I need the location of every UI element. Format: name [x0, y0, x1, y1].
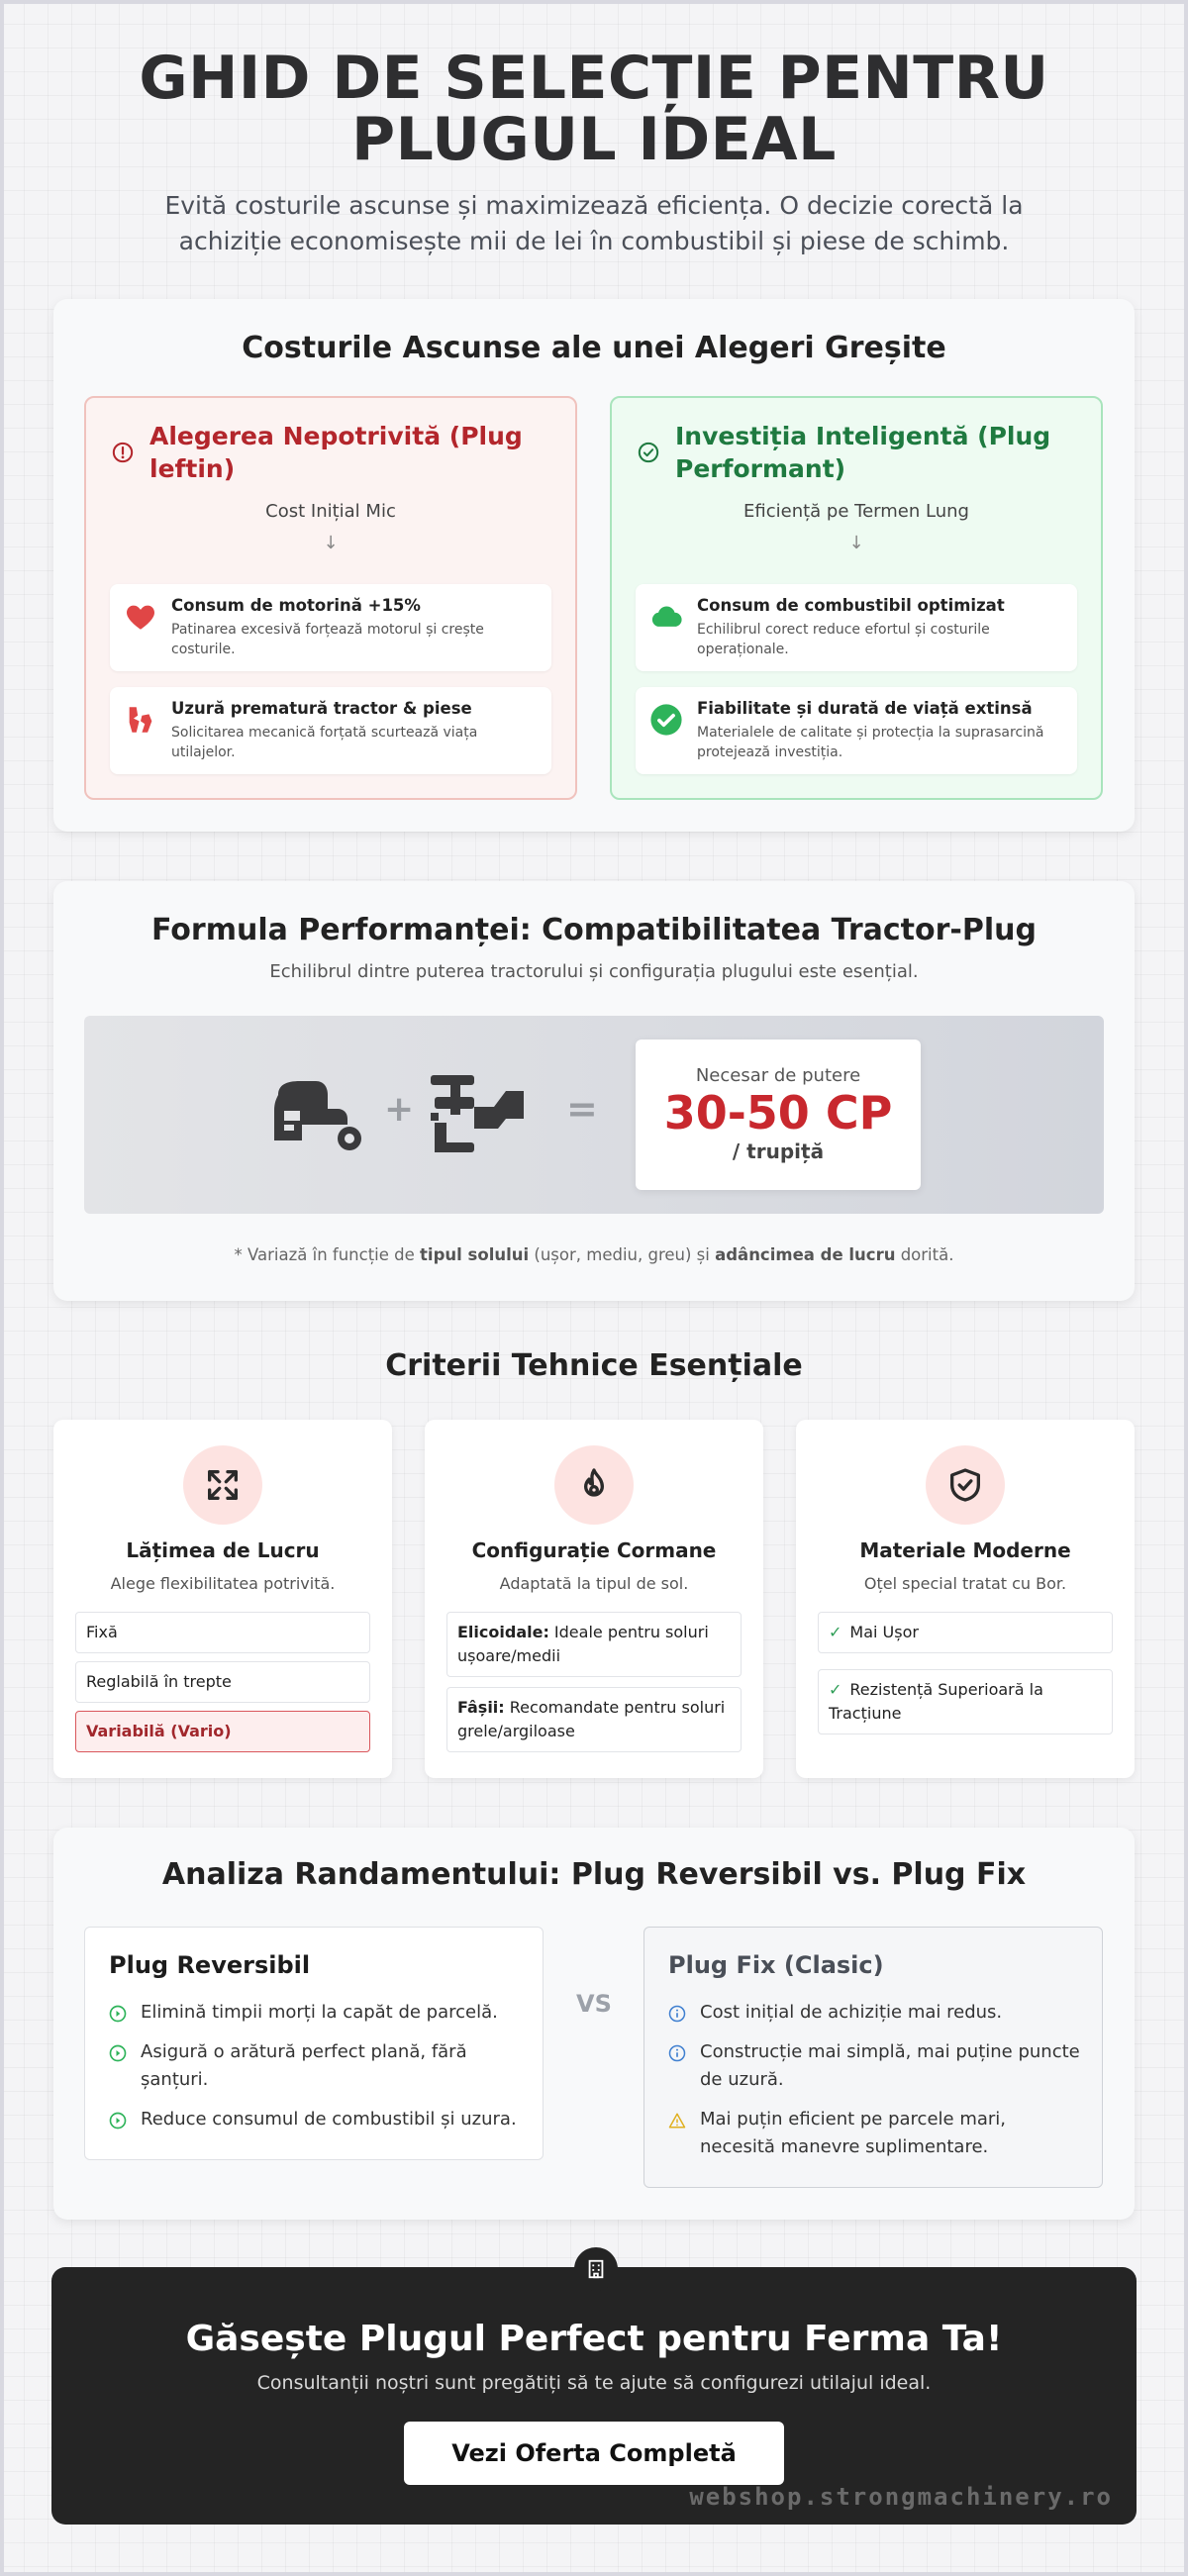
material-feature: [818, 1669, 1113, 1734]
criteria-subtitle: Alege flexibilitatea potrivită.: [110, 1574, 336, 1593]
note-soil-type: tipul solului: [420, 1245, 530, 1264]
expand-icon: [203, 1465, 243, 1505]
point-text: Asigură o arătură perfect plană, fără șanțuri.: [141, 2041, 467, 2090]
cost-item-title: Uzură prematură tractor & piese: [171, 699, 472, 718]
criteria-subtitle: Oțel special tratat cu Bor.: [863, 1574, 1067, 1593]
note-depth: adâncimea de lucru: [715, 1245, 896, 1264]
benefit-item-title: Fiabilitate și durată de viață extinsă: [697, 699, 1033, 718]
bad-choice-column: [84, 396, 577, 800]
option-text: Ideale pentru soluri ușoare/medii: [457, 1623, 709, 1665]
fixed-plough-card: [644, 1927, 1103, 2188]
criteria-card-width: [53, 1420, 392, 1778]
point-text: Cost inițial de achiziție mai redus.: [700, 2002, 1003, 2023]
moldboard-option-helical: [446, 1612, 742, 1677]
good-choice-subheading: Eficiență pe Termen Lung: [743, 501, 969, 522]
moldboard-option-strips: [446, 1687, 742, 1752]
cost-item: [110, 584, 551, 671]
building-badge: [574, 2247, 618, 2291]
reversible-point: [109, 1999, 527, 2027]
benefit-item: [636, 584, 1077, 671]
call-to-action: [51, 2267, 1137, 2525]
check-circle-outline-icon: [638, 442, 659, 463]
criteria-card-moldboard: [425, 1420, 763, 1778]
plough-icon: [431, 1067, 526, 1162]
bad-choice-subheading: Cost Inițial Mic: [265, 501, 396, 522]
play-circle-icon: [109, 2044, 127, 2062]
play-circle-icon: [109, 2112, 127, 2130]
criteria-heading: Lățimea de Lucru: [126, 1538, 320, 1562]
fixed-heading: Plug Fix (Clasic): [668, 1951, 884, 1979]
formula-note: [53, 1245, 1135, 1264]
power-unit: / trupiță: [732, 1139, 825, 1163]
versus-label: VS: [576, 1990, 612, 2018]
down-arrow-icon: ↓: [323, 533, 339, 553]
broken-part-icon: [124, 703, 157, 737]
power-value: 30-50 CP: [663, 1086, 893, 1139]
option-text: Recomandate pentru soluri grele/argiloase: [457, 1698, 726, 1740]
fixed-point: [668, 2038, 1086, 2094]
point-text: Reduce consumul de combustibil și uzura.: [141, 2109, 517, 2130]
note-suffix: dorită.: [895, 1245, 954, 1264]
reversible-point: [109, 2106, 527, 2133]
benefit-item-desc: Materialele de calitate și protecția la suprasarcină protejează investiția.: [697, 725, 1044, 760]
point-text: Elimină timpii morți la capăt de parcelă.: [141, 2002, 498, 2023]
check-circle-icon: [649, 703, 683, 737]
down-arrow-icon: ↓: [848, 533, 864, 553]
criteria-heading: Configurație Cormane: [471, 1538, 717, 1562]
building-icon: [585, 2258, 607, 2280]
cloud-icon: [649, 600, 683, 634]
good-choice-heading: Investiția Inteligentă (Plug Performant): [675, 422, 1051, 483]
cost-item: [110, 687, 551, 774]
benefit-item-title: Consum de combustibil optimizat: [697, 596, 1005, 615]
criteria-card-materials: [796, 1420, 1135, 1778]
material-feature: [818, 1612, 1113, 1653]
criteria-title: Criterii Tehnice Esențiale: [385, 1348, 803, 1383]
benefit-item: [636, 687, 1077, 774]
width-option-vario[interactable]: Variabilă (Vario): [75, 1711, 370, 1752]
plus-sign: +: [384, 1089, 415, 1130]
cta-subtitle: Consultanții noștri sunt pregătiți să te ajute să configurezi utilajul ideal.: [256, 2372, 932, 2394]
equals-sign: =: [566, 1087, 598, 1131]
good-choice-column: [610, 396, 1103, 800]
hero: [0, 44, 1188, 259]
reversible-plough-card: [84, 1927, 544, 2160]
check-icon: ✓: [829, 1623, 842, 1641]
warning-icon: [668, 2112, 686, 2130]
power-label: Necesar de putere: [695, 1065, 861, 1086]
view-offer-button[interactable]: Vezi Oferta Completă: [404, 2422, 784, 2485]
fixed-point: [668, 2106, 1086, 2161]
cta-title: Găsește Plugul Perfect pentru Ferma Ta!: [185, 2319, 1003, 2359]
formula-subtitle: Echilibrul dintre puterea tractorului și configurația plugului este esențial.: [269, 961, 919, 982]
cost-item-title: Consum de motorină +15%: [171, 596, 421, 615]
reversible-point: [109, 2038, 527, 2094]
option-label: Elicoidale:: [457, 1623, 549, 1641]
note-middle: (ușor, mediu, greu) și: [529, 1245, 716, 1264]
feature-text: Mai Ușor: [849, 1623, 919, 1641]
point-text: Construcție mai simplă, mai puține puncte de uzură.: [700, 2041, 1080, 2090]
shield-check-icon: [945, 1465, 985, 1505]
icon-circle: [183, 1445, 262, 1525]
cost-item-desc: Solicitarea mecanică forțată scurtează viața utilajelor.: [171, 725, 478, 760]
fixed-point: [668, 1999, 1086, 2027]
hidden-costs-section: [53, 299, 1135, 832]
check-icon: ✓: [829, 1680, 842, 1699]
flame-icon: [574, 1465, 614, 1505]
criteria-heading: Materiale Moderne: [859, 1538, 1071, 1562]
formula-title: Formula Performanței: Compatibilitatea Tractor-Plug: [151, 913, 1037, 947]
analysis-title: Analiza Randamentului: Plug Reversibil vs. Plug Fix: [161, 1857, 1027, 1892]
bad-choice-heading: Alegerea Nepotrivită (Plug leftin): [149, 422, 523, 483]
formula-section: [53, 881, 1135, 1301]
power-requirement-box: [636, 1040, 921, 1190]
icon-circle: [554, 1445, 634, 1525]
tractor-icon: [268, 1075, 363, 1154]
width-option-fixed[interactable]: Fixă: [75, 1612, 370, 1653]
reversible-heading: Plug Reversibil: [109, 1951, 311, 1979]
cost-item-desc: Patinarea excesivă forțează motorul și crește costurile.: [171, 622, 484, 657]
benefit-item-desc: Echilibrul corect reduce efortul și costurile operaționale.: [697, 622, 990, 657]
note-prefix: * Variază în funcție de: [234, 1245, 421, 1264]
point-text: Mai puțin eficient pe parcele mari, necesită manevre suplimentare.: [700, 2109, 1007, 2157]
heart-icon: [124, 600, 157, 634]
alert-circle-icon: [112, 442, 134, 463]
info-icon: [668, 2044, 686, 2062]
page-subtitle: Evită costurile ascunse și maximizează eficiența. O decizie corectă la achiziție economisește mii de lei în combustibil și piese de schimb.: [164, 191, 1024, 255]
icon-circle: [926, 1445, 1005, 1525]
criteria-subtitle: Adaptată la tipul de sol.: [499, 1574, 689, 1593]
hidden-costs-title: Costurile Ascunse ale unei Alegeri Greșite: [242, 331, 946, 365]
info-icon: [668, 2005, 686, 2023]
analysis-section: [53, 1828, 1135, 2220]
width-option-stepped[interactable]: Reglabilă în trepte: [75, 1661, 370, 1703]
formula-box: [84, 1016, 1104, 1214]
option-label: Fâșii:: [457, 1698, 505, 1717]
page-title: GHID DE SELECȚIE PENTRU PLUGUL IDEAL: [139, 44, 1049, 174]
play-circle-icon: [109, 2005, 127, 2023]
website-watermark[interactable]: webshop.strongmachinery.ro: [689, 2483, 1113, 2511]
feature-text: Rezistență Superioară la Tracțiune: [829, 1680, 1043, 1723]
